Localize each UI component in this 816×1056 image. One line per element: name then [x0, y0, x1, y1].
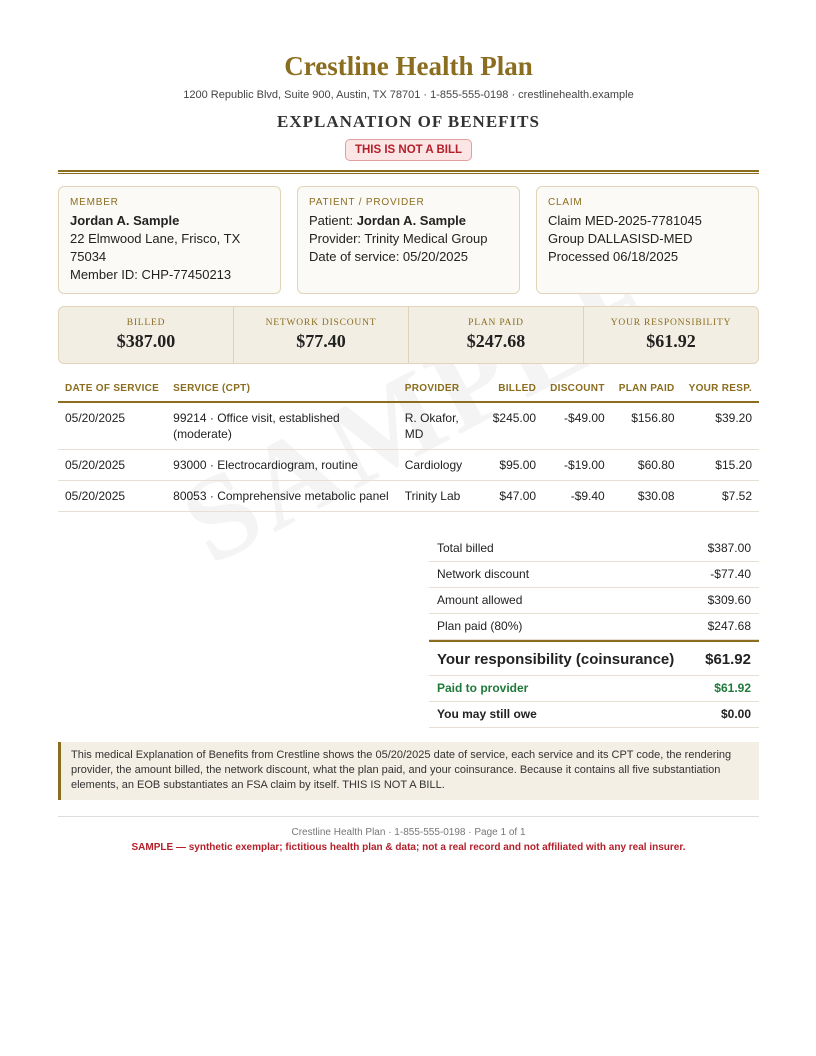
- not-a-bill-badge: THIS IS NOT A BILL: [345, 139, 472, 161]
- totals-value: $61.92: [714, 681, 751, 695]
- patient-provider-card-label: PATIENT / PROVIDER: [309, 197, 425, 208]
- summary-billed: [59, 307, 234, 363]
- summary-value: $61.92: [646, 331, 696, 351]
- totals-label: Total billed: [437, 541, 494, 555]
- summary-value: $77.40: [296, 331, 346, 351]
- column-header: YOUR RESP.: [682, 376, 759, 402]
- brand-name: Crestline Health Plan: [284, 51, 533, 81]
- table-cell: 80053 · Comprehensive metabolic panel: [166, 481, 398, 512]
- member-card: [58, 186, 281, 294]
- table-cell: -$49.00: [543, 402, 612, 450]
- amount-allowed-row: [429, 588, 759, 614]
- summary-your-responsibility: [584, 307, 758, 363]
- paid-to-provider-row: [429, 676, 759, 702]
- patient-provider-card: [297, 186, 520, 294]
- table-cell: 05/20/2025: [58, 450, 166, 481]
- header-divider: [58, 170, 759, 174]
- summary-label: PLAN PAID: [468, 318, 524, 328]
- summary-plan-paid: [409, 307, 584, 363]
- totals-label: Amount allowed: [437, 593, 523, 607]
- summary-bar: [58, 306, 759, 364]
- substantiation-note: This medical Explanation of Benefits from Crestline shows the 05/20/2025 date of service, each service and its CPT code, the rendering provider, the amount billed, the network discount, what the plan paid, and your coinsurance. Because it contains all five substantiation elements, an EOB substantiates an FSA claim by itself. THIS IS NOT A BILL.: [58, 742, 759, 800]
- plan-address: 1200 Republic Blvd, Suite 900, Austin, TX 78701 · 1-855-555-0198 · crestlinehealth.example: [183, 89, 634, 101]
- claim-number: Claim MED-2025-7781045: [548, 213, 702, 228]
- totals-value: $61.92: [705, 651, 751, 668]
- summary-label: NETWORK DISCOUNT: [265, 318, 377, 328]
- table-cell: $7.52: [682, 481, 759, 512]
- table-row: [58, 450, 759, 481]
- totals-label: Your responsibility (coinsurance): [437, 651, 675, 668]
- claim-card-label: CLAIM: [548, 197, 583, 208]
- table-row: [58, 402, 759, 450]
- member-name: Jordan A. Sample: [70, 213, 180, 228]
- totals-value: $387.00: [707, 541, 751, 555]
- column-header: BILLED: [481, 376, 543, 402]
- table-cell: Trinity Lab: [398, 481, 482, 512]
- totals-value: $0.00: [720, 707, 751, 721]
- table-cell: $95.00: [481, 450, 543, 481]
- document-title: EXPLANATION OF BENEFITS: [277, 112, 540, 131]
- document-header: [58, 48, 759, 161]
- table-cell: 05/20/2025: [58, 481, 166, 512]
- table-cell: 05/20/2025: [58, 402, 166, 450]
- table-cell: $47.00: [481, 481, 543, 512]
- totals-label: Plan paid (80%): [437, 619, 523, 633]
- eob-document: [58, 48, 759, 854]
- column-header: SERVICE (CPT): [166, 376, 398, 402]
- claim-card: [536, 186, 759, 294]
- still-owe-row: [429, 702, 759, 728]
- totals-label: You may still owe: [437, 707, 537, 721]
- column-header: PROVIDER: [398, 376, 482, 402]
- table-row: [58, 481, 759, 512]
- footer-info: Crestline Health Plan · 1-855-555-0198 · Page 1 of 1: [291, 827, 526, 838]
- summary-label: BILLED: [126, 318, 166, 328]
- table-cell: $156.80: [612, 402, 682, 450]
- member-card-label: MEMBER: [70, 197, 119, 208]
- table-header-row: [58, 376, 759, 402]
- totals-value: -$77.40: [710, 567, 751, 581]
- totals-label: Paid to provider: [437, 681, 529, 695]
- summary-value: $387.00: [116, 331, 176, 351]
- member-id: Member ID: CHP-77450213: [70, 267, 232, 282]
- services-table: [58, 376, 759, 512]
- patient-prefix: Patient:: [309, 213, 357, 228]
- table-cell: 99214 · Office visit, established (moderate): [166, 402, 398, 450]
- column-header: PLAN PAID: [612, 376, 682, 402]
- column-header: DATE OF SERVICE: [58, 376, 166, 402]
- patient-line: [309, 212, 508, 230]
- table-cell: -$9.40: [543, 481, 612, 512]
- date-of-service-line: Date of service: 05/20/2025: [309, 249, 468, 264]
- table-cell: $245.00: [481, 402, 543, 450]
- table-cell: R. Okafor, MD: [398, 402, 482, 450]
- summary-value: $247.68: [466, 331, 526, 351]
- summary-network-discount: [234, 307, 409, 363]
- table-cell: $30.08: [612, 481, 682, 512]
- sample-disclaimer: SAMPLE — synthetic exemplar; fictitious health plan & data; not a real record and not affiliated with any real insurer.: [131, 842, 686, 853]
- network-discount-row: [429, 562, 759, 588]
- info-cards: [58, 186, 759, 294]
- table-cell: 93000 · Electrocardiogram, routine: [166, 450, 398, 481]
- table-cell: -$19.00: [543, 450, 612, 481]
- plan-paid-row: [429, 614, 759, 640]
- totals-panel: [429, 536, 759, 728]
- table-cell: Cardiology: [398, 450, 482, 481]
- page-footer: [58, 816, 759, 854]
- provider-line: Provider: Trinity Medical Group: [309, 231, 488, 246]
- table-cell: $15.20: [682, 450, 759, 481]
- totals-label: Network discount: [437, 567, 530, 581]
- patient-name: Jordan A. Sample: [356, 213, 467, 228]
- totals-value: $247.68: [707, 619, 751, 633]
- member-address: 22 Elmwood Lane, Frisco, TX 75034: [70, 231, 241, 264]
- totals-value: $309.60: [707, 593, 751, 607]
- table-cell: $60.80: [612, 450, 682, 481]
- table-cell: $39.20: [682, 402, 759, 450]
- summary-label: YOUR RESPONSIBILITY: [610, 318, 732, 328]
- claim-processed: Processed 06/18/2025: [548, 249, 679, 264]
- claim-group: Group DALLASISD-MED: [548, 231, 693, 246]
- total-billed-row: [429, 536, 759, 562]
- your-responsibility-row: [429, 640, 759, 676]
- column-header: DISCOUNT: [543, 376, 612, 402]
